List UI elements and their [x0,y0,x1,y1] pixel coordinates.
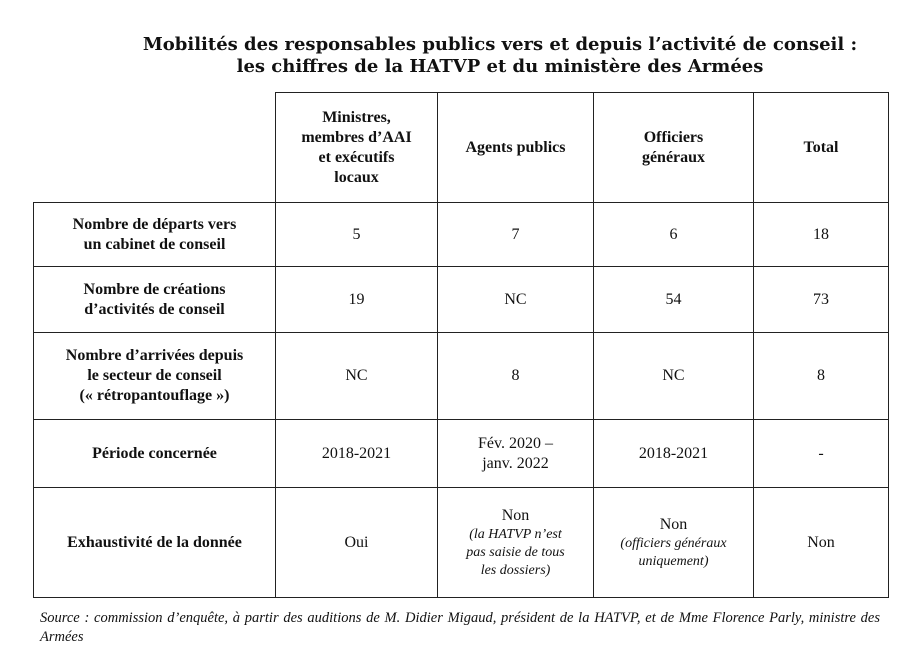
table-cell: 2018-2021 [594,420,754,488]
table-cell: Fév. 2020 – janv. 2022 [438,420,594,488]
column-header-officiers-generaux: Officiers généraux [594,93,754,203]
table-row [34,488,889,598]
title-line-2: les chiffres de la HATVP et du ministère des Armées [236,56,764,77]
table-cell: NC [438,267,594,333]
column-header-total: Total [754,93,889,203]
table-cell: NC [276,333,438,420]
row-label-creations: Nombre de créations d’activités de conseil [34,267,276,333]
column-header-ministres: Ministres, membres d’AAI et exécutifs locaux [276,93,438,203]
header-row [34,93,889,203]
table-cell: Non (officiers généraux uniquement) [594,488,754,598]
cell-note: (la HATVP n’est [469,526,562,542]
corner-cell [34,93,276,203]
table-cell: 6 [594,203,754,267]
title-line-1: Mobilités des responsables publics vers et depuis l’activité de conseil : [142,34,858,55]
cell-note: pas saisie de tous [466,544,565,560]
cell-note: (officiers généraux [620,535,727,551]
row-label-exhaustivite: Exhaustivité de la donnée [34,488,276,598]
table-cell: Non [754,488,889,598]
table-cell: Oui [276,488,438,598]
table-cell: NC [594,333,754,420]
table-cell: 8 [438,333,594,420]
table-cell: - [754,420,889,488]
table-cell: 5 [276,203,438,267]
table-cell: 8 [754,333,889,420]
table-cell: 73 [754,267,889,333]
table-cell: 18 [754,203,889,267]
table-row [34,420,889,488]
mobility-table [33,92,889,598]
column-header-agents-publics: Agents publics [438,93,594,203]
table-title [120,34,880,78]
source-note: Source : commission d’enquête, à partir des auditions de M. Didier Migaud, président de la HATVP, et de Mme Florence Parly, ministre des Armées [40,610,880,645]
table-row [34,267,889,333]
table-row [34,203,889,267]
row-label-periode: Période concernée [34,420,276,488]
row-label-arrivees: Nombre d’arrivées depuis le secteur de conseil (« rétropantouflage ») [34,333,276,420]
cell-note: uniquement) [638,553,709,569]
table-row [34,333,889,420]
table-cell: 7 [438,203,594,267]
table-cell: 2018-2021 [276,420,438,488]
table-cell: 54 [594,267,754,333]
row-label-departs: Nombre de départs vers un cabinet de conseil [34,203,276,267]
cell-note: les dossiers) [480,562,551,578]
table-cell: Non (la HATVP n’est pas saisie de tous les dossiers) [438,488,594,598]
table-cell: 19 [276,267,438,333]
